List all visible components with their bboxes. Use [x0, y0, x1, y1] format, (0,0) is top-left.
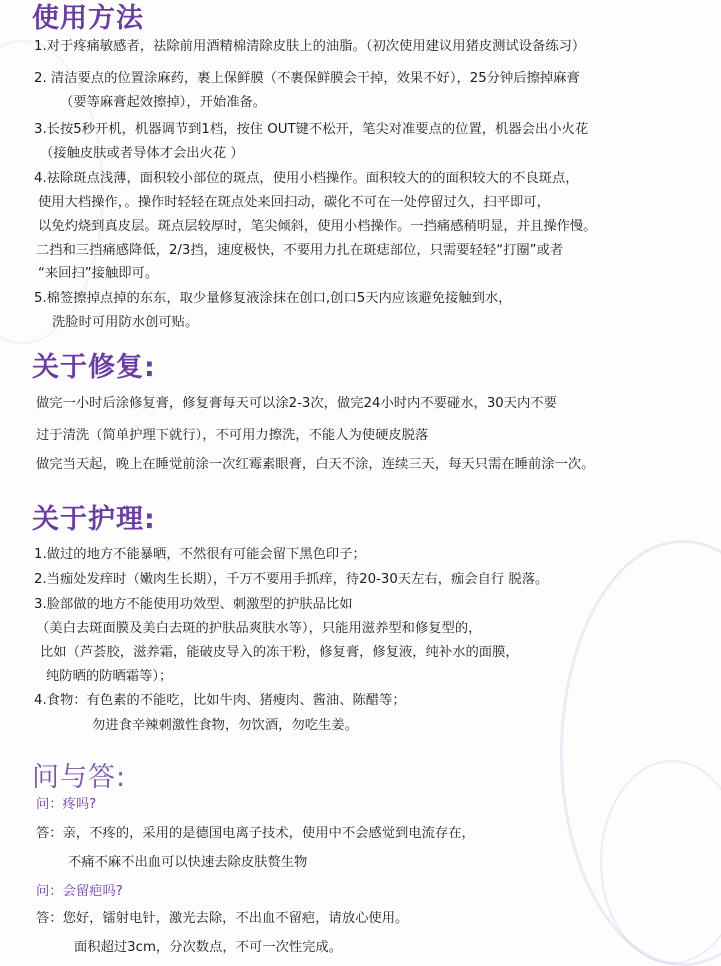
qa-question: 问：疼吗? [36, 797, 97, 812]
qa-answer: 答：亲，不疼的，采用的是德国电离子技术，使用中不会感觉到电流存在， [36, 826, 475, 841]
usage-line: 洗脸时可用防水创可贴。 [52, 315, 199, 330]
background-swirl [560, 540, 721, 966]
care-line: 比如（芦荟胶，滋养霜，能破皮导入的冻干粉，修复膏，修复液，纯补水的面膜， [40, 645, 519, 660]
usage-line: 以免灼烧到真皮层。斑点层较厚时，笔尖倾斜，使用小档操作。一挡痛感稍明显，并且操作慢。 [38, 219, 597, 234]
care-line: 纯防晒的防晒霜等）； [46, 669, 173, 684]
qa-answer: 面积超过3cm，分次数点，不可一次性完成。 [74, 940, 343, 955]
repair-line: 做完当天起，晚上在睡觉前涂一次红霉素眼膏，白天不涂，连续三天，每天只需在睡前涂一次。 [36, 457, 595, 472]
repair-line: 过于清洗（简单护理下就行），不可用力擦洗，不能人为使硬皮脱落 [36, 428, 429, 443]
care-line: 勿进食辛辣刺激性食物，勿饮酒，勿吃生姜。 [92, 718, 358, 733]
section-title-qa: 问与答: [32, 762, 127, 793]
usage-line: “来回扫”接触即可。 [38, 266, 159, 281]
usage-line: 3.长按5秒开机，机器调节到1档，按住 OUT键不松开，笔尖对准要点的位置，机器会出小火花 [34, 122, 589, 137]
usage-line: （接触皮肤或者导体才会出火花 ） [40, 146, 244, 161]
usage-line: （要等麻膏起效擦掉），开始准备。 [60, 95, 267, 110]
usage-line: 4.祛除斑点浅薄，面积较小部位的斑点，使用小档操作。面积较大的的面积较大的不良斑点， [34, 171, 579, 186]
usage-line: 2. 清洁要点的位置涂麻药，裹上保鲜膜（不裹保鲜膜会干掉，效果不好），25分钟后擦掉麻膏 [34, 71, 580, 86]
background-swirl [600, 760, 721, 964]
care-line: （美白去斑面膜及美白去斑的护肤品爽肤水等），只能用滋养型和修复型的， [36, 621, 482, 636]
usage-line: 5.棉签擦掉点掉的东东，取少量修复液涂抹在创口,创口5天内应该避免接触到水， [34, 291, 512, 306]
section-title-usage: 使用方法 [32, 3, 144, 34]
care-line: 2.当痂处发痒时（嫩肉生长期），千万不要用手抓痒，待20-30天左右，痂会自行 脱落。 [34, 572, 549, 587]
section-title-repair: 关于修复: [32, 352, 156, 383]
usage-line: 1.对于疼痛敏感者，祛除前用酒精棉清除皮肤上的油脂。（初次使用建议用猪皮测试设备练习） [34, 39, 586, 54]
section-title-care: 关于护理: [32, 504, 156, 535]
qa-question: 问：会留疤吗? [36, 884, 123, 899]
usage-line: 使用大档操作，。操作时轻轻在斑点处来回扫动，碳化不可在一处停留过久，扫平即可， [38, 195, 550, 210]
qa-answer: 答：您好，镭射电针，激光去除，不出血不留疤，请放心使用。 [36, 911, 409, 926]
repair-line: 做完一小时后涂修复膏，修复膏每天可以涂2-3次，做完24小时内不要碰水，30天内不要 [36, 396, 557, 411]
usage-line: 二挡和三挡痛感降低，2/3挡，速度极快，不要用力扎在斑痣部位，只需要轻轻“打圈”或者 [36, 243, 564, 258]
care-line: 1.做过的地方不能暴晒，不然很有可能会留下黑色印子； [34, 547, 366, 562]
care-line: 4.食物：有色素的不能吃，比如牛肉、猪瘦肉、酱油、陈醋等； [34, 693, 406, 708]
care-line: 3.脸部做的地方不能使用功效型、刺激型的护肤品比如 [34, 597, 353, 612]
qa-answer: 不痛不麻不出血可以快速去除皮肤赘生物 [68, 855, 308, 870]
